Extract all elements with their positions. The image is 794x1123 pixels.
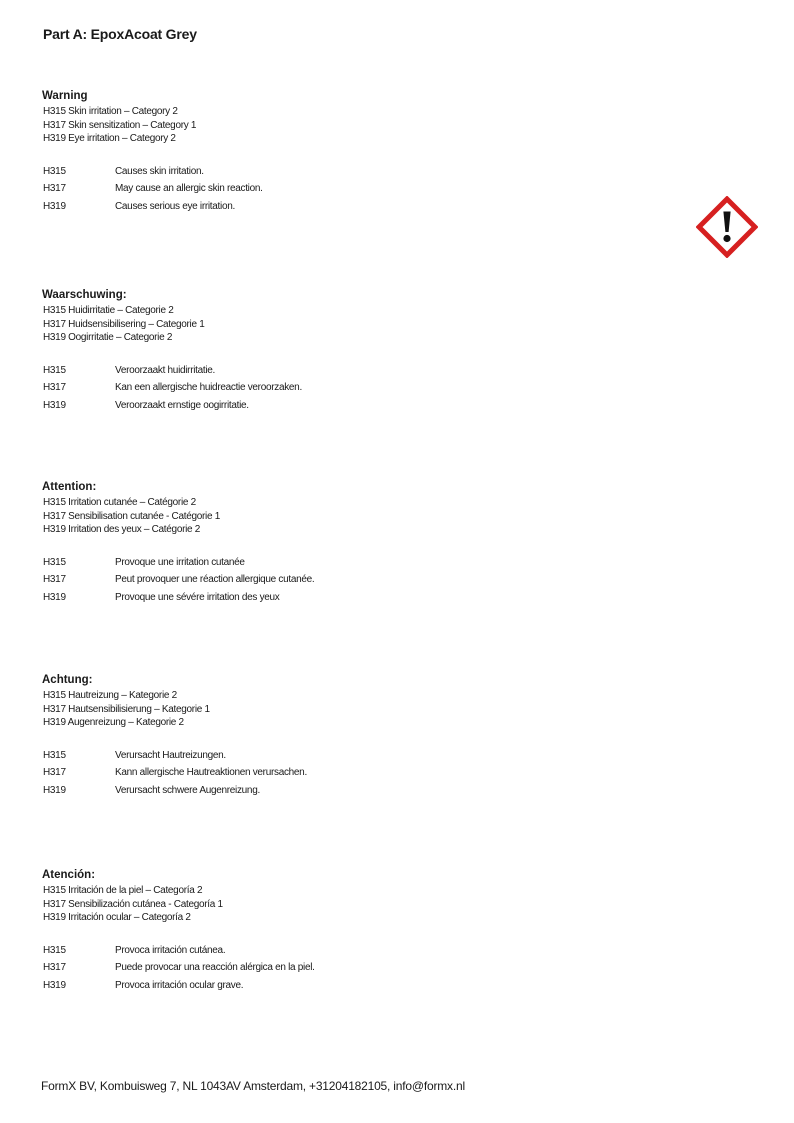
hazard-statements [42, 362, 602, 415]
classification-line: H319 Eye irritation – Category 2 [43, 133, 176, 144]
hazard-section-dutch [42, 288, 602, 414]
statement-row [43, 571, 602, 589]
classification-line: H315 Skin irritation – Category 2 [43, 106, 178, 117]
statement-code: H315 [43, 556, 66, 568]
statement-text: May cause an allergic skin reaction. [115, 183, 263, 194]
statement-row [43, 554, 602, 572]
exclamation-mark-hazard-icon [696, 196, 758, 258]
statement-row [43, 959, 602, 977]
section-heading: Achtung: [42, 674, 93, 686]
classification-line: H315 Irritación de la piel – Categoría 2 [43, 885, 203, 896]
section-heading: Attention: [42, 481, 97, 493]
statement-row [43, 180, 602, 198]
statement-text: Peut provoquer une réaction allergique cutanée. [115, 574, 315, 585]
statement-text: Kann allergische Hautreaktionen verursachen. [115, 767, 307, 778]
statement-row [43, 379, 602, 397]
statement-code: H319 [43, 591, 66, 603]
statement-text: Provoque une sévére irritation des yeux [115, 591, 280, 603]
classification-line: H319 Irritación ocular – Categoría 2 [43, 912, 191, 923]
statement-code: H315 [43, 749, 66, 761]
classification-line: H317 Sensibilización cutánea - Categoría 1 [43, 898, 223, 910]
statement-text: Provoque une irritation cutanée [115, 556, 245, 568]
statement-row [43, 163, 602, 181]
statement-row [43, 977, 602, 995]
classification-line: H317 Sensibilisation cutanée - Catégorie 1 [43, 510, 220, 522]
statement-row [43, 362, 602, 380]
statement-code: H317 [43, 574, 66, 585]
statement-text: Kan een allergische huidreactie veroorzaken. [115, 382, 302, 393]
classification-list [42, 304, 602, 345]
classification-line: H319 Augenreizung – Kategorie 2 [43, 717, 184, 728]
statement-row [43, 198, 602, 216]
statement-text: Veroorzaakt ernstige oogirritatie. [115, 399, 249, 411]
classification-list [42, 884, 602, 925]
section-heading: Warning [42, 90, 88, 102]
classification-line: H317 Skin sensitization – Category 1 [43, 119, 197, 131]
hazard-statements [42, 942, 602, 995]
hazard-statements [42, 554, 602, 607]
hazard-section-german [42, 673, 602, 799]
classification-line: H319 Oogirritatie – Categorie 2 [43, 332, 173, 343]
classification-line: H317 Huidsensibilisering – Categorie 1 [43, 318, 205, 330]
hazard-section-spanish [42, 868, 602, 994]
statement-code: H315 [43, 165, 66, 177]
statement-code: H319 [43, 784, 66, 796]
statement-text: Veroorzaakt huidirritatie. [115, 364, 216, 376]
classification-list [42, 496, 602, 537]
statement-text: Provoca irritación ocular grave. [115, 979, 244, 991]
classification-line: H315 Irritation cutanée – Catégorie 2 [43, 497, 196, 508]
hazard-section-english [42, 89, 602, 215]
statement-row [43, 397, 602, 415]
statement-code: H317 [43, 767, 66, 778]
hazard-section-french [42, 480, 602, 606]
statement-row [43, 782, 602, 800]
classification-list [42, 105, 602, 146]
section-heading: Atención: [42, 869, 96, 881]
statement-text: Causes serious eye irritation. [115, 200, 235, 212]
classification-list [42, 689, 602, 730]
statement-code: H319 [43, 979, 66, 991]
document-title: Part A: EpoxAcoat Grey [43, 26, 197, 42]
statement-row [43, 589, 602, 607]
classification-line: H315 Huidirritatie – Categorie 2 [43, 305, 174, 316]
statement-text: Verursacht schwere Augenreizung. [115, 784, 260, 796]
classification-line: H317 Hautsensibilisierung – Kategorie 1 [43, 703, 210, 715]
statement-code: H315 [43, 944, 66, 956]
statement-code: H317 [43, 382, 66, 393]
statement-code: H315 [43, 364, 66, 376]
footer-contact: FormX BV, Kombuisweg 7, NL 1043AV Amsterdam, +31204182105, info@formx.nl [41, 1079, 465, 1093]
section-heading: Waarschuwing: [42, 289, 127, 301]
hazard-statements [42, 163, 602, 216]
classification-line: H319 Irritation des yeux – Catégorie 2 [43, 524, 201, 535]
statement-code: H319 [43, 399, 66, 411]
statement-text: Provoca irritación cutánea. [115, 944, 226, 956]
statement-text: Verursacht Hautreizungen. [115, 749, 226, 761]
exclamation-dot [723, 235, 730, 242]
statement-row [43, 747, 602, 765]
statement-row [43, 764, 602, 782]
statement-code: H317 [43, 183, 66, 194]
statement-row [43, 942, 602, 960]
statement-code: H319 [43, 200, 66, 212]
statement-text: Puede provocar una reacción alérgica en la piel. [115, 962, 315, 973]
hazard-statements [42, 747, 602, 800]
statement-text: Causes skin irritation. [115, 165, 204, 177]
classification-line: H315 Hautreizung – Kategorie 2 [43, 690, 177, 701]
statement-code: H317 [43, 962, 66, 973]
